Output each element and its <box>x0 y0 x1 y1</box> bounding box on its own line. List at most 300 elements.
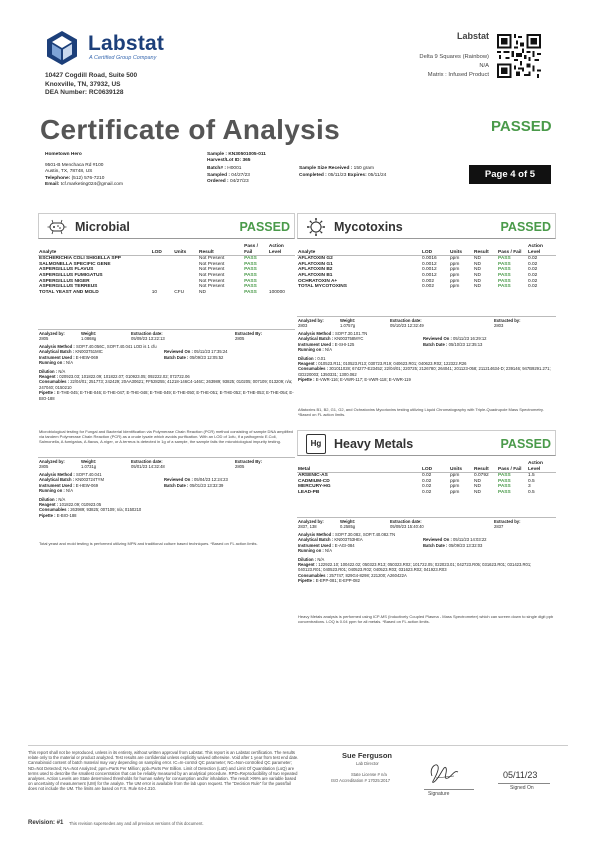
col-header: LOD <box>151 249 162 255</box>
table-cell: 0.02 <box>422 484 432 490</box>
method-label: Analysis Method : <box>298 532 334 537</box>
sample-info <box>207 152 387 185</box>
table-cell: 0.5 <box>528 478 535 484</box>
sampled-label: Sampled : <box>207 172 230 178</box>
batch-value: H0001 <box>227 166 242 172</box>
reviewed-value: 05/04/23 12:24:23 <box>194 477 228 483</box>
analyzed-by-label: Analyzed by: <box>298 318 324 323</box>
running-value: N/A <box>325 548 332 554</box>
table-cell: AFLATOXIN B1 <box>298 272 333 278</box>
table-cell: 0.002 <box>422 284 435 290</box>
reagent-value: 020923.03; 101822.09; 101822.07; 010923.05; 092222.02; 072722.06 <box>59 374 190 380</box>
pass-fail-cell: PASS <box>498 478 511 484</box>
reviewed-value: 05/11/23 14:03:22 <box>453 537 487 543</box>
extracted-by-field <box>235 459 262 470</box>
batch-date-value: 05/09/23 13:32:03 <box>448 542 483 548</box>
table-cell: 0.02 <box>528 267 538 273</box>
instrument-value: E-HEW-069 <box>75 354 99 360</box>
consumables-label: Consumables : <box>39 507 70 513</box>
extraction-field <box>390 519 424 530</box>
instrument-label: Instrument Used : <box>298 341 334 347</box>
dea-number: DEA Number: RC0639128 <box>45 89 124 97</box>
table-cell: ARSENIC-AS <box>297 473 421 479</box>
phone-label: Telephone: <box>45 175 71 181</box>
hg-element-icon: Hg <box>306 434 326 454</box>
running-label: Running on : <box>39 360 65 366</box>
reagent-value: 010523.R11; 010523.R13; 030723.R19; 040623.R01; 040623.R02; 122322.R26 <box>318 361 467 367</box>
batch-label: Analytical Batch : <box>298 537 334 543</box>
table-cell: ppm <box>449 473 473 479</box>
extracted-by-value: 2803 <box>494 323 504 329</box>
extraction-field <box>131 459 165 470</box>
revision-text: This revision supersedes any and all previous versions of this document. <box>69 821 204 826</box>
reagent-label: Reagent : <box>298 361 318 367</box>
heavy-metals-table <box>297 461 556 496</box>
pipette-label: Pipette : <box>298 377 315 383</box>
table-cell: ppm <box>450 272 460 278</box>
table-cell: ND <box>474 284 481 290</box>
product-name: Delta 9 Squares (Rainbow) <box>419 54 489 60</box>
table-cell: MERCURY-HG <box>298 484 331 490</box>
completed-value: 05/11/23 <box>328 172 347 178</box>
batch-date-value: 05/09/23 12:05:52 <box>189 354 224 360</box>
weight-value: 1.0868g <box>81 336 97 342</box>
ordered-value: 04/27/23 <box>229 178 249 184</box>
consumables-value: 263989; 93825; 007109; n/a; 0150210 <box>70 507 142 513</box>
table-cell: CADMIUM-CD <box>298 478 330 484</box>
table-cell: ND <box>474 267 481 273</box>
table-cell: 3 <box>528 484 531 490</box>
col-header: Result <box>474 249 489 255</box>
microbial-header-row <box>38 244 295 256</box>
analyzed-by-value: 2805 <box>39 336 49 342</box>
extracted-by-field <box>494 519 521 530</box>
yeast-mold-note: Total yeast and mold testing is performed utilizing MPN and traditional culture based techniques. *Based on FL action limits. <box>39 541 258 546</box>
pass-fail-cell: PASS <box>498 284 511 290</box>
pass-fail-cell: PASS <box>244 289 257 295</box>
pipette-value: E-EPP-081; E-EPP-082 <box>315 578 360 584</box>
method-value: SOP.T.30.101.TN <box>335 331 368 336</box>
weight-label: Weight: <box>340 519 356 524</box>
table-cell: ASPERGILLUS FLAVUS <box>39 267 94 273</box>
table-row <box>297 490 556 496</box>
qr-code-icon[interactable] <box>497 34 541 78</box>
client-name: Hometown Hero <box>45 152 82 157</box>
instrument-label: Instrument Used : <box>298 542 334 548</box>
reviewed-label: Reviewed On : <box>423 537 452 543</box>
address-line-1: 10427 Cogdill Road, Suite 500 <box>45 72 138 79</box>
dilution-label: Dilution : <box>39 368 58 374</box>
harvest-lot: Harvest/Lot ID: 365 <box>207 158 251 164</box>
analyzed-by-field <box>39 331 65 342</box>
state-license: State License # n/a <box>351 772 387 777</box>
table-cell: Not Present <box>199 284 225 290</box>
pass-fail-cell: PASS <box>498 484 511 490</box>
divider <box>297 517 556 518</box>
table-cell: 0.0012 <box>422 272 437 278</box>
col-header: LOD <box>422 249 433 255</box>
microbial-section-header <box>38 213 295 239</box>
running-value: N/A <box>325 347 332 353</box>
analyzed-by-value: 2837, 138 <box>298 524 317 530</box>
pass-fail-cell: PASS <box>244 272 257 278</box>
handwritten-signature <box>424 756 464 788</box>
col-header: Units <box>450 249 462 255</box>
signature-label: Signature <box>428 791 450 797</box>
table-cell: Not Present <box>199 267 225 273</box>
table-cell: ND <box>473 256 497 262</box>
table-cell: 10 <box>151 289 158 295</box>
dilution-label: Dilution : <box>39 496 58 502</box>
weight-field <box>81 459 96 470</box>
pass-fail-cell: PASS <box>244 278 257 284</box>
signer-title: Lab Director <box>356 761 379 766</box>
table-cell: ND <box>474 261 481 267</box>
pass-fail-cell: PASS <box>244 284 257 290</box>
batch-date-label: Batch Date : <box>164 354 189 360</box>
instrument-value: E-AGI-084 <box>334 542 355 548</box>
table-cell: 0.0792 <box>473 473 497 479</box>
extraction-field <box>131 331 165 342</box>
extraction-value: 05/09/23 13:22:13 <box>131 336 165 342</box>
running-value: N/A <box>66 488 73 494</box>
pass-fail-cell: PASS <box>498 272 511 278</box>
consumables-value: 257747; 829G4-8298; 221200; A260422A <box>329 572 407 578</box>
consumables-value: 22/04/01; 251773; 242429; 20AA30621; FF528255; 41218-146C4-146C; 263989; 93825; 010205; 007109; 013209; n/a; 247040; 0150210 <box>39 379 293 390</box>
completed-row <box>299 173 386 179</box>
table-cell: 0.02 <box>527 256 556 262</box>
table-cell: ppm <box>450 278 460 284</box>
table-cell: OCHRATOXIN A+ <box>298 278 338 284</box>
pass-fail-cell: PASS <box>244 261 257 267</box>
footer-divider <box>28 745 568 746</box>
reagent-label: Reagent : <box>298 562 318 568</box>
extraction-value: 05/10/23 12:32:49 <box>390 323 424 329</box>
iso-accreditation: ISO Accreditation # 17025:2017 <box>331 778 391 783</box>
signed-on-label: Signed On <box>510 785 534 791</box>
table-row <box>38 290 295 296</box>
table-cell: 0.02 <box>421 473 449 479</box>
signature-line <box>424 789 474 790</box>
reviewed-label: Reviewed On : <box>423 336 452 342</box>
lab-address <box>45 72 137 98</box>
received-label: Sample Size Received : <box>299 166 353 172</box>
table-cell: Not Present <box>199 261 225 267</box>
batch-date-value: 05/01/23 13:32:39 <box>189 482 224 488</box>
table-cell: AFLATOXIN B2 <box>298 267 333 273</box>
table-cell: ASPERGILLUS TERREUS <box>39 284 98 290</box>
extracted-by-label: Extracted by: <box>494 519 521 524</box>
page-title: Certificate of Analysis <box>40 114 340 145</box>
table-cell: ND <box>474 278 481 284</box>
analyzed-by-value: 2805 <box>39 464 49 470</box>
table-cell: ND <box>474 489 481 495</box>
divider <box>38 457 295 458</box>
table-cell: ND <box>474 478 481 484</box>
email-label: Email: <box>45 181 60 187</box>
table-cell: AFLATOXIN G2 <box>297 256 421 262</box>
batch-value: KN003751MIC <box>75 349 103 355</box>
hexagon-logo-icon <box>44 30 80 66</box>
date-line <box>498 783 550 784</box>
expires-value: 05/11/24 <box>368 172 387 178</box>
client-address-1: 9501-B Menchaca Rd #100 <box>45 163 104 169</box>
table-cell: SALMONELLA SPECIFIC GENE <box>39 261 111 267</box>
table-cell: 0.02 <box>422 489 432 495</box>
client-phone: (512) 576-7210 <box>71 175 105 181</box>
table-cell: ppm <box>450 478 460 484</box>
batch-value: KN003758MYC <box>334 336 364 342</box>
table-cell: 0.02 <box>528 261 538 267</box>
consumables-label: Consumables : <box>298 572 329 578</box>
consumables-value: 301011028; 674277-E23452; 22/04/01; 220725; 2126780; 264041; 201123-058; 211214634-D; 239146; 947B9291.271; GD220003; 1350331; 1300.062 <box>298 366 551 377</box>
dilution-value: 0.01 <box>317 355 326 361</box>
divider <box>38 329 295 330</box>
disclaimer: This report shall not be reproduced, unless in its entirety, without written approval from Labstat. This report is an Labstat certification. The results relate only to the material or product analyzed. Test results are confidential unless explicitly waived otherwise. Void after 1 year from test end date. Cannabinoid content of batch material may vary depending on sampling error. IC=In-control QC parameter; NC=Non-controlled QC parameter; ND=Not Detected; NA=Not Analyzed; ppm=Parts Per Million; ppb=Parts Per Billion. Limit of Detection (LoD) and Limit Of Quantitation (LoQ) are terms used to describe the smallest concentration that can be reliably measured by an analytical procedure. RPD=Reproducibility of two repeated analyses. Action Levels are State determined thresholds for human safety for consumption and/or inhalation. The result >99% are variable based on uncertainty of measurement (UM) for the analyte. The UM error is available from the lab upon request. The "Decision Rule" for the pass/fail does not include the UM. The limits are based on F.S. Rule 64-4.310. <box>28 750 299 792</box>
table-cell: ND <box>199 289 206 295</box>
signed-date: 05/11/23 <box>503 770 538 780</box>
running-label: Running on : <box>39 488 65 494</box>
running-label: Running on : <box>298 548 324 554</box>
pass-fail-cell: PASS <box>497 473 527 479</box>
table-cell: Not Present <box>199 278 225 284</box>
microbial-meta-1 <box>39 331 294 401</box>
col-header: Pass / Fail <box>498 249 522 255</box>
col-header: Metal <box>298 466 311 472</box>
table-cell: 0.02 <box>422 478 432 484</box>
reagent-value: 101822.09; 010923.05 <box>59 502 102 508</box>
col-header: Units <box>174 249 187 255</box>
reviewed-label: Reviewed On : <box>164 477 193 483</box>
extraction-label: Extraction date: <box>390 318 422 323</box>
reviewed-value: 05/11/23 16:29:12 <box>453 336 487 342</box>
batch-value: KN003753HEA <box>334 537 363 543</box>
method-label: Analysis Method : <box>39 472 75 477</box>
table-cell: 0.0012 <box>422 267 437 273</box>
microbial-table <box>38 244 295 295</box>
client-info <box>45 152 123 188</box>
pipette-label: Pipette : <box>39 512 56 518</box>
mycotoxins-meta <box>298 318 555 383</box>
pass-fail-cell: PASS <box>498 267 511 273</box>
table-cell: Not Present <box>199 272 225 278</box>
revision-label: Revision: #1 <box>28 820 64 826</box>
expires-label: Expires: <box>347 172 367 178</box>
analyzed-by-field <box>298 519 324 530</box>
col-header: Pass / Fail <box>498 466 522 472</box>
extracted-by-value: 2805 <box>235 464 245 470</box>
table-cell: TOTAL YEAST AND MOLD <box>39 289 99 295</box>
table-cell: 0.02 <box>528 272 538 278</box>
mycotoxins-note: Aflatoxins B1, B2, G1, G2, and Ochratoxins Mycotoxins testing utilizing Liquid Chromatography with Triple-Quadrupole Mass Spectrometry. *Based on FL action limits. <box>298 407 544 417</box>
table-cell: 0.0016 <box>421 256 449 262</box>
heavy-metals-status: PASSED <box>500 437 551 451</box>
right-brand: Labstat <box>456 31 489 41</box>
batch-date-label: Batch Date : <box>164 482 189 488</box>
mycotoxins-header-row <box>297 244 556 256</box>
extraction-label: Extraction date: <box>390 519 422 524</box>
col-header: LOD <box>422 466 433 472</box>
brand-subtitle: A Certified Group Company <box>89 55 157 61</box>
pass-fail-cell: PASS <box>498 278 511 284</box>
brand-name: Labstat <box>88 32 165 55</box>
virus-icon <box>306 217 326 237</box>
table-cell: ppm <box>450 261 460 267</box>
extraction-value: 05/01/23 14:32:48 <box>131 464 165 470</box>
col-header: Action Level <box>268 244 284 255</box>
pipette-value: E-BIO-188 <box>56 512 77 518</box>
method-value: SOP.T.40.041 <box>76 472 102 477</box>
weight-value: 1.0731g <box>81 464 97 470</box>
method-label: Analysis Method : <box>298 331 334 336</box>
extraction-value: 05/09/23 15:40:40 <box>390 524 424 530</box>
col-header: Action Level <box>528 244 543 255</box>
table-cell: ppm <box>450 489 460 495</box>
table-cell: ppm <box>450 267 460 273</box>
table-cell: 0.5 <box>528 489 535 495</box>
reagent-value: 122922.10; 100422.02; 050323.R13; 050323.R02; 101722.05; 022023.01; 042723.R05; 031623.R01; 031423.R01; 040123.R01; 040523.R01; 040523.R02; 040523.R03; 031623.R02; 041923.R03 <box>298 562 532 573</box>
batch-date-label: Batch Date : <box>423 341 448 347</box>
analyzed-by-label: Analyzed by: <box>39 459 65 464</box>
sampled-value: 04/27/23 <box>231 172 250 178</box>
running-value: N/A <box>66 360 73 366</box>
pass-fail-cell: PASS <box>243 256 268 262</box>
table-cell: Not Present <box>198 256 243 262</box>
mycotoxins-status: PASSED <box>500 220 551 234</box>
extraction-label: Extraction date: <box>131 459 163 464</box>
mycotoxins-section-header <box>297 213 556 239</box>
table-cell: CFU <box>174 289 185 295</box>
table-cell: AFLATOXIN G1 <box>298 261 333 267</box>
col-header: Action Level <box>528 461 543 472</box>
col-header: Analyte <box>298 249 316 255</box>
extracted-by-field <box>235 331 262 342</box>
table-cell: ppm <box>450 484 460 490</box>
table-cell: ppm <box>450 284 460 290</box>
table-cell: TOTAL MYCOTOXINS <box>298 284 347 290</box>
product-na: N/A <box>479 63 489 69</box>
extracted-by-label: Extracted By: <box>235 331 262 336</box>
heavy-metals-title: Heavy Metals <box>334 437 414 451</box>
matrix: Matrix : Infused Product <box>427 72 489 78</box>
pass-fail-cell: PASS <box>497 256 527 262</box>
weight-field <box>340 519 355 530</box>
extracted-by-field <box>494 318 521 329</box>
extraction-label: Extraction date: <box>131 331 163 336</box>
col-header: Result <box>199 249 214 255</box>
mycotoxins-title: Mycotoxins <box>334 220 403 234</box>
analyzed-by-field <box>39 459 65 470</box>
batch-label: Analytical Batch : <box>298 336 334 342</box>
weight-label: Weight: <box>81 459 97 464</box>
microbial-method-note: Microbiological testing for Fungal and Bacterial Identification via Polymerase Chain Reaction (PCR) method consisting of sample DNA amplified via tandem Polymerase Chain Reaction (PCR) as a crude lysate which avoids purification. With an LOD of 1cfu, if a pathogenic E.Coli, Salmonella, A.fumigatus, A.flavus, A.niger, or A.terreus is detected in 1g of a sample, the sample fails the microbiological impurity testing. <box>39 429 293 444</box>
extraction-field <box>390 318 424 329</box>
instrument-value: E-SHI-125 <box>334 341 355 347</box>
table-cell: 0.02 <box>528 278 538 284</box>
col-header: Result <box>474 466 489 472</box>
table-cell: ASPERGILLUS NIGER <box>39 278 90 284</box>
table-cell: 0.0012 <box>422 261 437 267</box>
heavy-metals-note: Heavy Metals analysis is performed using ICP-MS (Inductively Coupled Plasma - Mass Spectrometer) which can screen down to single digit ppb concentrations. LOQ is 0.04 ppm for all metals. *Based on FL action limits. <box>298 614 554 624</box>
table-cell: 0.002 <box>422 278 435 284</box>
extracted-by-label: Extracted by: <box>494 318 521 323</box>
table-cell: ASPERGILLUS FUMIGATUS <box>39 272 103 278</box>
batch-value: KN003724TYM <box>75 477 104 483</box>
divider <box>297 316 556 317</box>
analyzed-by-label: Analyzed by: <box>39 331 65 336</box>
pipette-value: E-THE-045; E-THE-046; E-THE-047; E-THE-048; E-THE-049; E-THE-050; E-THE-051; E-THE-052; E-THE-053; E-THE-054; E-BIO-188 <box>39 390 294 401</box>
method-value: SOP.T.40.056C, SOP.T.40.041 LOD is 1 cfu <box>76 344 157 349</box>
microbial-status: PASSED <box>239 220 290 234</box>
reagent-label: Reagent : <box>39 502 59 508</box>
pass-fail-cell: PASS <box>244 267 257 273</box>
reagent-label: Reagent : <box>39 374 59 380</box>
microbial-title: Microbial <box>75 220 130 234</box>
microbial-meta-2 <box>39 459 294 518</box>
consumables-label: Consumables : <box>298 366 329 372</box>
batch-label: Analytical Batch : <box>39 477 75 483</box>
pipette-label: Pipette : <box>298 578 315 584</box>
batch-label: Analytical Batch : <box>39 349 75 355</box>
dilution-value: N/A <box>58 368 66 374</box>
pipette-value: E-VWR-116; E-VWR-117; E-VWR-118; E-VWR-119 <box>315 377 411 383</box>
bacteria-icon <box>47 217 67 237</box>
table-cell: LEAD-PB <box>298 489 320 495</box>
weight-value: 1.0757g <box>340 323 356 329</box>
overall-status-badge: PASSED <box>491 118 552 135</box>
analyzed-by-field <box>298 318 324 329</box>
ordered-label: Ordered : <box>207 178 229 184</box>
extracted-by-value: 2805 <box>235 336 245 342</box>
col-header: Analyte <box>39 249 57 255</box>
weight-value: 0.2585g <box>340 524 356 530</box>
heavy-metals-meta <box>298 519 555 584</box>
pass-fail-cell: PASS <box>498 261 511 267</box>
dilution-label: Dilution : <box>298 556 317 562</box>
instrument-label: Instrument Used : <box>39 354 75 360</box>
col-header: Pass / Fail <box>244 244 258 255</box>
extracted-by-value: 2837 <box>494 524 504 530</box>
table-cell: ppm <box>449 256 473 262</box>
analyzed-by-value: 2803 <box>298 323 308 329</box>
weight-label: Weight: <box>340 318 356 323</box>
analyzed-by-label: Analyzed by: <box>298 519 324 524</box>
client-email: tcf.marketing024@gmail.com <box>60 181 123 187</box>
batch-date-label: Batch Date : <box>423 542 448 548</box>
batch-label: Batch# : <box>207 166 226 172</box>
signer-name: Sue Ferguson <box>342 751 393 760</box>
table-cell: 0.02 <box>528 284 538 290</box>
weight-field <box>81 331 96 342</box>
reviewed-label: Reviewed On : <box>164 349 193 355</box>
running-label: Running on : <box>298 347 324 353</box>
consumables-label: Consumables : <box>39 379 70 385</box>
table-cell: ND <box>474 272 481 278</box>
sample-id: Sample : KN30501005-011 <box>207 152 266 157</box>
dilution-label: Dilution : <box>298 355 317 361</box>
completed-label: Completed : <box>299 172 327 178</box>
received-value: 150 gram <box>353 166 374 172</box>
batch-date-value: 05/10/23 12:35:13 <box>448 341 483 347</box>
method-value: SOP.T.30.082, SOP.T.40.082.TN <box>335 532 396 537</box>
dilution-value: N/A <box>317 556 325 562</box>
client-address-2: Austin, TX, 78748, US <box>45 169 93 175</box>
col-header: Units <box>450 466 462 472</box>
table-row <box>297 284 556 290</box>
table-cell: 1.5 <box>527 473 556 479</box>
table-cell: 100000 <box>268 289 285 295</box>
heavy-metals-section-header <box>297 430 556 456</box>
